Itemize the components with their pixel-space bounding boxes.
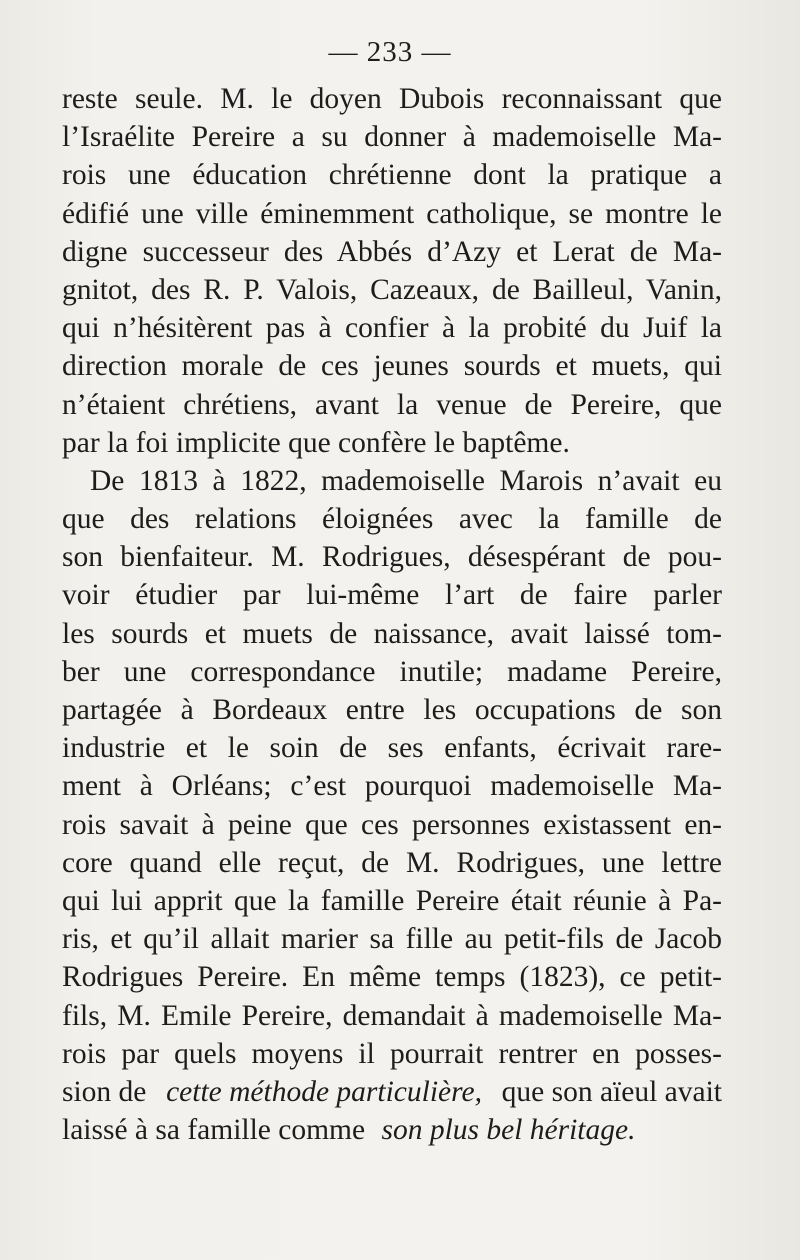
text-line: direction morale de ces jeunes sourds et muets, qui [62,350,722,383]
text-line: partagée à Bordeaux entre les occupations de son [62,694,722,726]
text-line: son bienfaiteur. M. Rodrigues, désespérant de pou- [62,541,722,574]
italic-segment: son plus bel héritage. [381,1114,636,1147]
text-line: digne successeur des Abbés d’Azy et Lerat de Ma- [62,235,722,268]
text-line: voir étudier par lui-même l’art de faire parler [62,579,722,612]
text-line: Rodrigues Pereire. En même temps (1823), ce petit- [62,961,722,994]
page-number: — 233 — [328,36,452,68]
text-line: qui lui apprit que la famille Pereire était réunie à Pa- [62,884,722,917]
text-line: De 1813 à 1822, mademoiselle Marois n’avait eu [90,464,722,497]
text-line: que des relations éloignées avec la famille de [62,503,722,536]
text-line: rois par quels moyens il pourrait rentrer en posses- [62,1037,722,1070]
text-line: l’Israélite Pereire a su donner à mademoiselle Ma- [62,121,722,154]
body-text [62,80,722,1149]
roman-segment: laissé à sa famille comme [62,1114,366,1147]
text-line: reste seule. M. le doyen Dubois reconnaissant que [62,83,722,115]
text-line: n’étaient chrétiens, avant la venue de Pereire, que [62,388,722,421]
italic-segment: cette méthode particulière, [166,1075,482,1108]
text-line-mixed [62,1111,722,1149]
text-line: core quand elle reçut, de M. Rodrigues, une lettre [62,846,722,879]
text-line: qui n’hésitèrent pas à confier à la probité du Juif la [62,312,722,345]
text-line: ber une correspondance inutile; madame Pereire, [62,655,722,688]
roman-segment: que son aïeul avait [501,1075,722,1108]
text-line: par la foi implicite que confère le baptême. [62,426,570,459]
text-line: rois savait à peine que ces personnes existassent en- [62,808,722,841]
text-line: ris, et qu’il allait marier sa fille au petit-fils de Jacob [62,923,722,956]
roman-segment: sion de [62,1075,147,1108]
text-line: les sourds et muets de naissance, avait laissé tom- [62,617,722,650]
text-line-mixed [62,1073,722,1111]
text-line: gnitot, des R. P. Valois, Cazeaux, de Bailleul, Vanin, [62,273,722,306]
text-line: fils, M. Emile Pereire, demandait à mademoiselle Ma- [62,999,722,1032]
text-line: ment à Orléans; c’est pourquoi mademoiselle Ma- [62,770,722,803]
text-line: industrie et le soin de ses enfants, écrivait rare- [62,732,722,765]
text-line: rois une éducation chrétienne dont la pratique a [62,159,722,192]
text-line: édifié une ville éminemment catholique, se montre le [62,197,722,230]
